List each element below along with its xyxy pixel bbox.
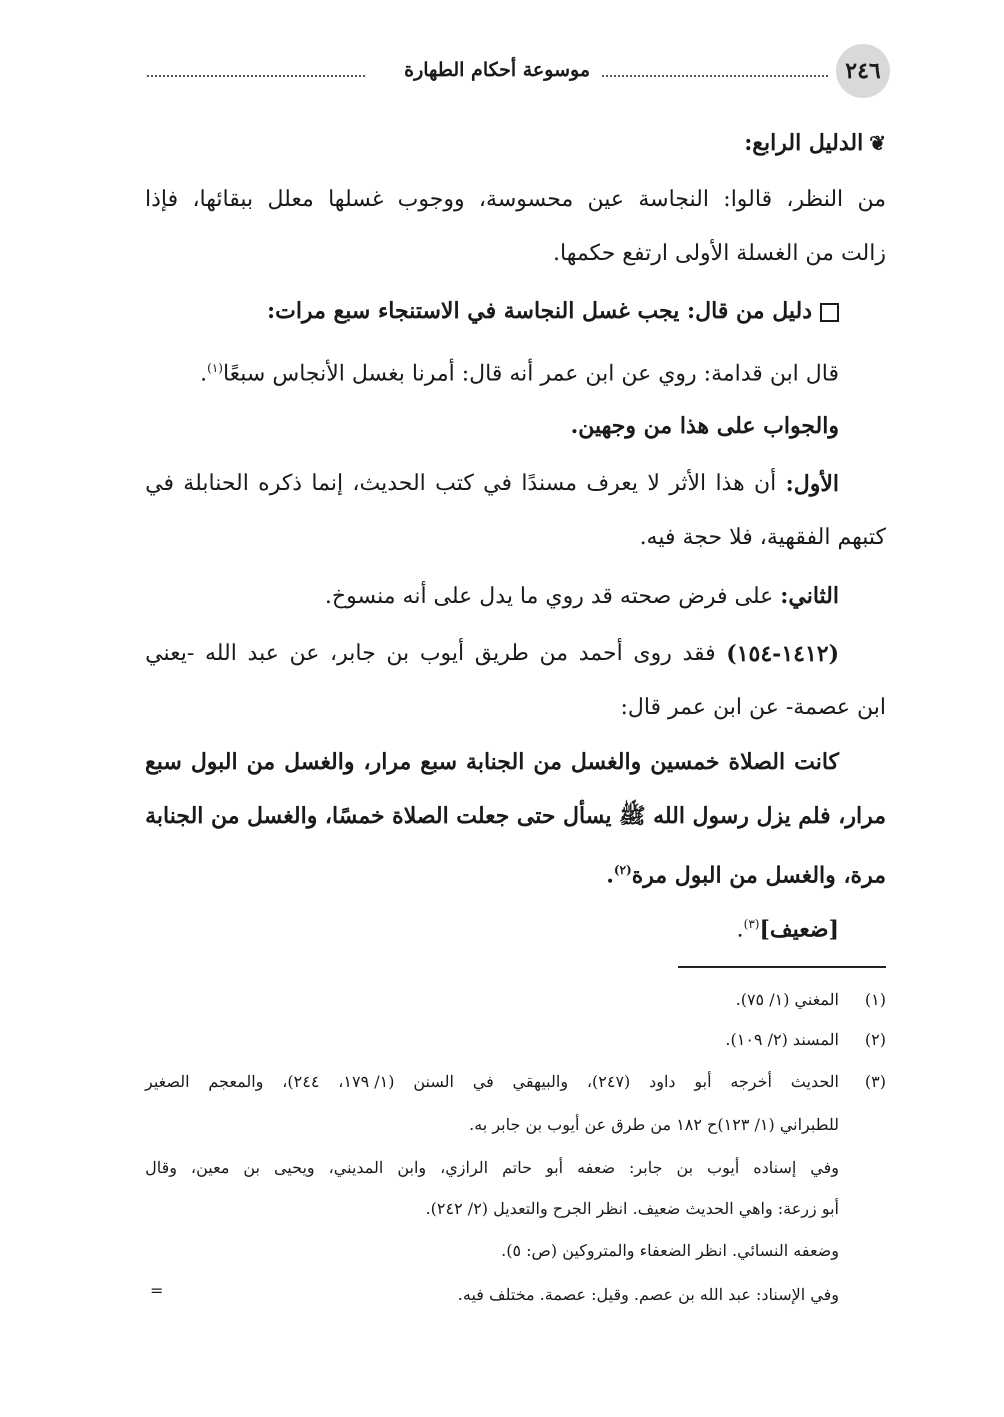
- word: معلل: [267, 187, 314, 212]
- word: الله: [204, 641, 237, 666]
- word: جعلت: [456, 803, 510, 829]
- hadith-text-line: [145, 744, 839, 780]
- quote-line: قال ابن قدامة: روي عن ابن عمر أنه قال: أمرنا بغسل الأنجاس سبعًا$^{(١)}$.: [200, 361, 839, 387]
- word: إسناده: [753, 1158, 797, 1177]
- word: الأثر: [669, 471, 707, 496]
- word: الصلاة: [392, 803, 449, 829]
- word: من: [857, 187, 886, 212]
- word: أيوب: [419, 641, 465, 666]
- word: الصغير: [145, 1072, 190, 1091]
- word: سبع: [145, 749, 182, 775]
- word: الصلاة: [728, 749, 786, 775]
- word: غسلها: [328, 187, 384, 212]
- word: وابن: [397, 1158, 427, 1177]
- header-dotted-rule-left: [147, 75, 365, 77]
- word: (١/ ١٧٩،: [338, 1072, 395, 1091]
- word: بن: [243, 1158, 260, 1177]
- footnote-text: للطبراني (١/ ١٢٣)ح ١٨٢ من طرق عن أيوب بن جابر به.: [469, 1115, 839, 1134]
- word: والمعجم: [208, 1072, 264, 1091]
- word: الحديث: [790, 1072, 839, 1091]
- word: محسوسة،: [478, 187, 574, 212]
- word: بن: [676, 1158, 694, 1177]
- word: (١٤١٢-١٥٤): [726, 641, 839, 667]
- word: فقد: [682, 641, 716, 666]
- word: من: [533, 749, 562, 775]
- hadith-intro-line: [145, 636, 839, 672]
- word: سبع: [420, 749, 458, 775]
- word: والغسل: [284, 749, 355, 775]
- word: حتى: [516, 803, 556, 829]
- word: يسأل: [563, 803, 612, 829]
- paragraph-line: [145, 466, 839, 502]
- word: فإذا: [145, 187, 179, 212]
- word: طريق: [474, 641, 529, 666]
- word: والغسل: [570, 749, 642, 775]
- hadith-intro-line: ابن عصمة- عن ابن عمر قال:: [620, 695, 886, 720]
- word: معين،: [190, 1158, 230, 1177]
- word: من: [539, 641, 569, 666]
- hadith-text-line: [145, 798, 886, 834]
- word: جابر،: [330, 641, 376, 666]
- word: يعرف: [586, 471, 639, 496]
- word: البول: [190, 749, 238, 775]
- word: جابر:: [629, 1158, 663, 1177]
- word: خمسًا،: [324, 803, 385, 829]
- word: مرار،: [838, 803, 886, 829]
- word: عبد: [247, 641, 279, 666]
- word: أحمد: [578, 641, 623, 666]
- word: ويحيى: [273, 1158, 315, 1177]
- word: رسول: [692, 803, 749, 829]
- word: ببقائها،: [192, 187, 254, 212]
- word: لا: [647, 471, 660, 496]
- paragraph-line: زالت من الغسلة الأولى ارتفع حكمها.: [553, 241, 886, 266]
- word: وقال: [145, 1158, 177, 1177]
- word: الجنابة: [145, 803, 204, 829]
- word: (٢٤٧)،: [586, 1072, 631, 1091]
- answer-heading: والجواب على هذا من وجهين.: [570, 413, 839, 439]
- header-dotted-rule-right: [602, 75, 828, 77]
- word: خمسين: [650, 749, 720, 775]
- section-heading: دليل من قال: يجب غسل النجاسة في الاستنجاء سبع مرات:: [267, 293, 839, 329]
- word: ٢٤٤)،: [282, 1072, 320, 1091]
- footnote-text: [145, 1154, 839, 1182]
- footnote-ref[interactable]: (١): [207, 361, 223, 375]
- word: الأول:: [785, 471, 839, 497]
- word: يزل: [756, 803, 791, 829]
- evidence-heading: ❦الدليل الرابع:: [744, 130, 886, 156]
- word: الحنابلة: [183, 471, 249, 496]
- word: داود: [649, 1072, 676, 1091]
- word: الجنابة: [466, 749, 525, 775]
- continuation-mark: =: [150, 1281, 164, 1300]
- footnote-text: المسند (٢/ ١٠٩).: [725, 1030, 839, 1049]
- word: فلم: [798, 803, 831, 829]
- word: أيوب: [707, 1158, 740, 1177]
- word: عن: [289, 641, 320, 666]
- word: والبيهقي: [512, 1072, 569, 1091]
- footnote-separator: [678, 966, 886, 968]
- word: المديني،: [328, 1158, 384, 1177]
- page-header: [145, 44, 890, 100]
- word: من: [210, 803, 240, 829]
- word: في: [145, 471, 174, 496]
- word: من: [246, 749, 276, 775]
- word: إنما: [311, 471, 344, 496]
- word: ووجوب: [397, 187, 465, 212]
- footnote-text: [145, 1068, 839, 1096]
- word: أبو: [694, 1072, 712, 1091]
- running-title: موسوعة أحكام الطهارة: [404, 59, 590, 81]
- leaf-bullet-icon: ❦: [869, 131, 886, 155]
- footnote-number: (٢): [864, 1030, 886, 1049]
- word: ضعفه: [577, 1158, 616, 1177]
- word: في: [483, 471, 512, 496]
- footnote-ref[interactable]: (٣): [743, 917, 760, 931]
- word: مسندًا: [521, 471, 578, 496]
- page-number: ٢٤٦: [836, 44, 890, 98]
- paragraph-line: [145, 182, 886, 218]
- word: ذكره: [258, 471, 303, 496]
- word: بن: [386, 641, 410, 666]
- footnote-text: وضعفه النسائي. انظر الضعفاء والمتروكين (ص: ٥).: [501, 1241, 839, 1260]
- word: عين: [587, 187, 625, 212]
- word: النظر،: [786, 187, 844, 212]
- footnote-text: أبو زرعة: واهي الحديث ضعيف. انظر الجرح والتعديل (٢/ ٢٤٢).: [425, 1199, 839, 1218]
- word: الرازي،: [440, 1158, 489, 1177]
- footnote-text: وفي الإسناد: عبد الله بن عصم. وقيل: عصمة. مختلف فيه.: [457, 1285, 839, 1304]
- checkbox-square-icon: [820, 303, 839, 322]
- word: السنن: [413, 1072, 454, 1091]
- word: هذا: [715, 471, 745, 496]
- footnote-number: (١): [864, 990, 886, 1009]
- word: وفي: [810, 1158, 839, 1177]
- word: الحديث،: [352, 471, 426, 496]
- word: كتب: [435, 471, 474, 496]
- word: النجاسة: [638, 187, 709, 212]
- grade-line: [ضعيف]$^{(٣)}$.: [736, 916, 839, 943]
- word: كانت: [794, 749, 839, 775]
- word: ﷺ: [618, 803, 646, 829]
- word: في: [472, 1072, 494, 1091]
- footnote-ref[interactable]: (٢): [613, 863, 632, 877]
- paragraph-line: الثاني: على فرض صحته قد روي ما يدل على أنه منسوخ.: [324, 583, 839, 609]
- word: مرار،: [363, 749, 412, 775]
- word: حاتم: [502, 1158, 532, 1177]
- footnote-number: (٣): [864, 1072, 886, 1091]
- word: أبو: [545, 1158, 564, 1177]
- word: روى: [633, 641, 672, 666]
- hadith-text-line: مرة، والغسل من البول مرة$^{(٢)}$.: [606, 862, 886, 889]
- word: قالوا:: [723, 187, 773, 212]
- word: -يعني: [145, 641, 195, 666]
- word: أن: [754, 471, 777, 496]
- word: والغسل: [247, 803, 318, 829]
- word: أخرجه: [730, 1072, 772, 1091]
- footnote-text: المغني (١/ ٧٥).: [735, 990, 839, 1009]
- paragraph-line: كتبهم الفقهية، فلا حجة فيه.: [639, 525, 886, 550]
- word: الله: [653, 803, 685, 829]
